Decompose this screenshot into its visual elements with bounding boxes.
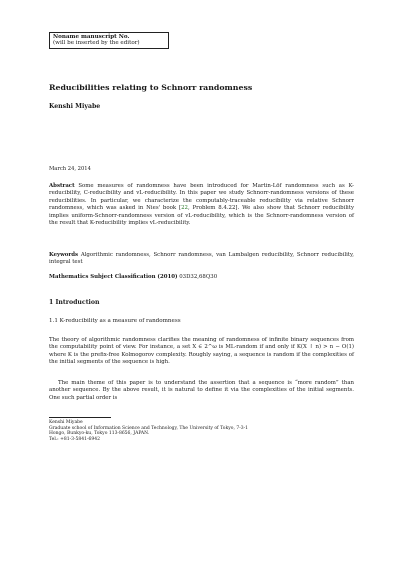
subsection-heading: 1.1 K-reducibility as a measure of randomness	[49, 318, 181, 324]
intro-paragraph-1: The theory of algorithmic randomness clarifies the meaning of randomness of infinite binary sequences from the computability point of view. For instance, a set X ∈ 2^ω is ML-random if and only if K(X ↾ n) > n − O(1) where K is the prefix-free Kolmogorov complexity. Roughly saying, a sequence is random if the complexities of the initial segments of the sequence is high.	[49, 337, 354, 366]
footnote-name: Kenshi Miyabe	[49, 420, 83, 425]
intro-paragraph-2: The main theme of this paper is to understand the assertion that a sequence is “more random” than another sequence. By the above result, it is natural to define it via the complexities of the initial segments. One such partial order is	[49, 380, 354, 401]
editor-note: (will be inserted by the editor)	[53, 40, 140, 47]
abstract-text-1: Some measures of randomness have been introduced for Martin-Löf randomness such as K-reducibility, C-reducibility and vL-reducibility. In this paper we study Schnorr-randomness versions of these reducibilities. In particular, we characterize the computably-traceable reducibility via relative Schnorr randomness, which was asked in Nies' book [	[49, 183, 354, 212]
paper-date: March 24, 2014	[49, 166, 91, 172]
footnote-affiliation: Graduate school of Information Science and Technology, The University of Tokyo, 7-3-1	[49, 425, 248, 431]
footnote-rule	[49, 417, 111, 418]
manuscript-number: Noname manuscript No.	[53, 34, 130, 40]
footnote-tel: Tel.: +81-3-5841-6942	[49, 436, 100, 442]
msc-label: Mathematics Subject Classification (2010)	[49, 274, 178, 280]
msc-text: 03D32,68Q30	[179, 274, 218, 280]
abstract-text-2: , Problem 8.4.22]. We also show that Schnorr reducibility implies uniform-Schnorr-randomness version of vL-reducibility, which is the Schnorr-randomness version of the result that K-reducibility implies vL-reducibility.	[49, 205, 354, 227]
manuscript-header-box	[49, 32, 169, 49]
abstract	[49, 183, 354, 227]
footnote-address: Hongo, Bunkyo-ku, Tokyo 113-8656, JAPAN.	[49, 431, 150, 437]
msc-classification	[49, 274, 354, 281]
paper-title: Reducibilities relating to Schnorr randomness	[49, 83, 253, 92]
keywords-label: Keywords	[49, 252, 79, 258]
author-footnote	[49, 420, 354, 442]
section-heading: 1 Introduction	[49, 299, 100, 306]
author-name: Kenshi Miyabe	[49, 103, 101, 110]
keywords-text: Algorithmic randomness, Schnorr randomness, van Lambalgen reducibility, Schnorr reducibility, integral test	[49, 252, 354, 266]
abstract-label: Abstract	[49, 183, 75, 189]
citation-link[interactable]: 22	[181, 205, 188, 212]
keywords	[49, 252, 354, 267]
